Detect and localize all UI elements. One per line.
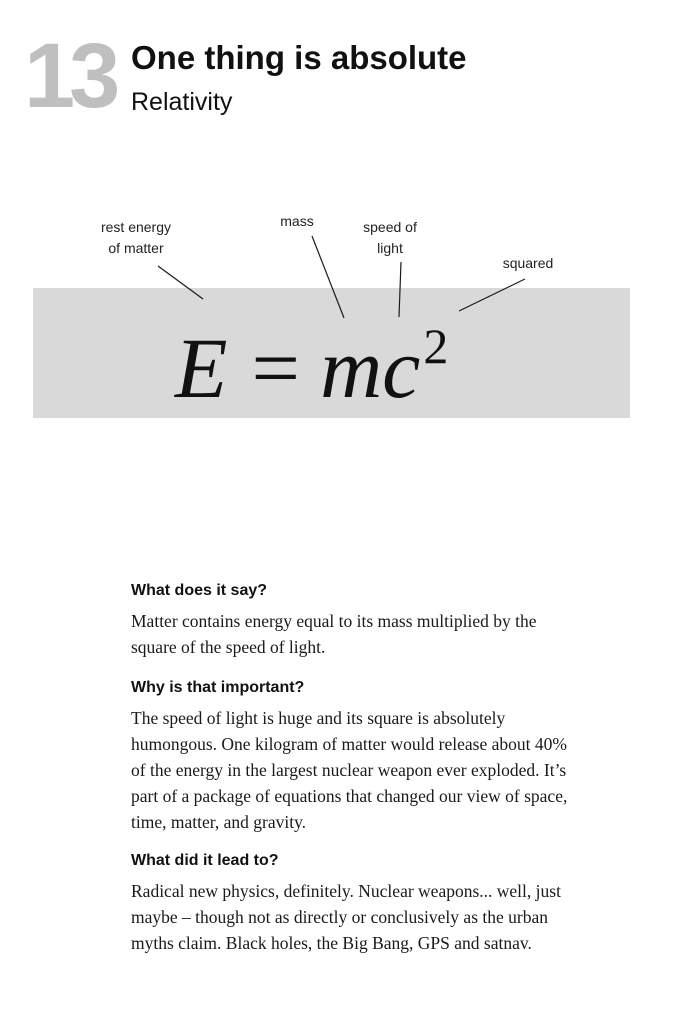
section-body [131,705,651,835]
body-line: square of the speed of light. [131,637,326,657]
section-heading: What does it say? [131,582,268,599]
equation-sign: = [251,320,301,416]
section-body [131,878,651,956]
section-heading: Why is that important? [131,679,305,696]
annotation-speed-line2: light [377,240,403,256]
section-heading: What did it lead to? [131,852,279,869]
leader-line-rest-energy [158,266,203,299]
body-line: part of a package of equations that changed our view of space, [131,786,568,806]
section-body [131,608,651,660]
body-line: humongous. One kilogram of matter would release about 40% [131,734,567,754]
body-line: of the energy in the largest nuclear weapon ever exploded. It’s [131,760,567,780]
annotation-rest-energy-line2: of matter [108,240,164,256]
body-line: myths claim. Black holes, the Big Bang, GPS and satnav. [131,933,532,953]
equation [175,296,448,418]
body-line: The speed of light is huge and its square is absolutely [131,708,506,728]
body-line: Matter contains energy equal to its mass multiplied by the [131,611,537,631]
body-line: maybe – though not as directly or conclusively as the urban [131,907,548,927]
equation-exponent: 2 [423,318,449,374]
body-line: Radical new physics, definitely. Nuclear weapons... well, just [131,881,561,901]
annotation-mass: mass [280,213,314,229]
body-line: time, matter, and gravity. [131,812,307,832]
annotation-rest-energy-line1: rest energy [100,219,172,235]
equation-lhs: E [175,320,228,416]
chapter-number: 13 [24,25,115,127]
annotation-speed-line1: speed of [363,219,417,235]
section-why-important [131,677,651,835]
annotation-squared: squared [502,255,554,271]
section-what-did-it-lead-to [131,850,651,956]
section-what-does-it-say [131,580,651,660]
chapter-subtitle: Relativity [131,88,233,116]
chapter-title: One thing is absolute [131,39,467,76]
equation-rhs: mc [320,320,421,416]
leader-line-squared [459,279,525,311]
